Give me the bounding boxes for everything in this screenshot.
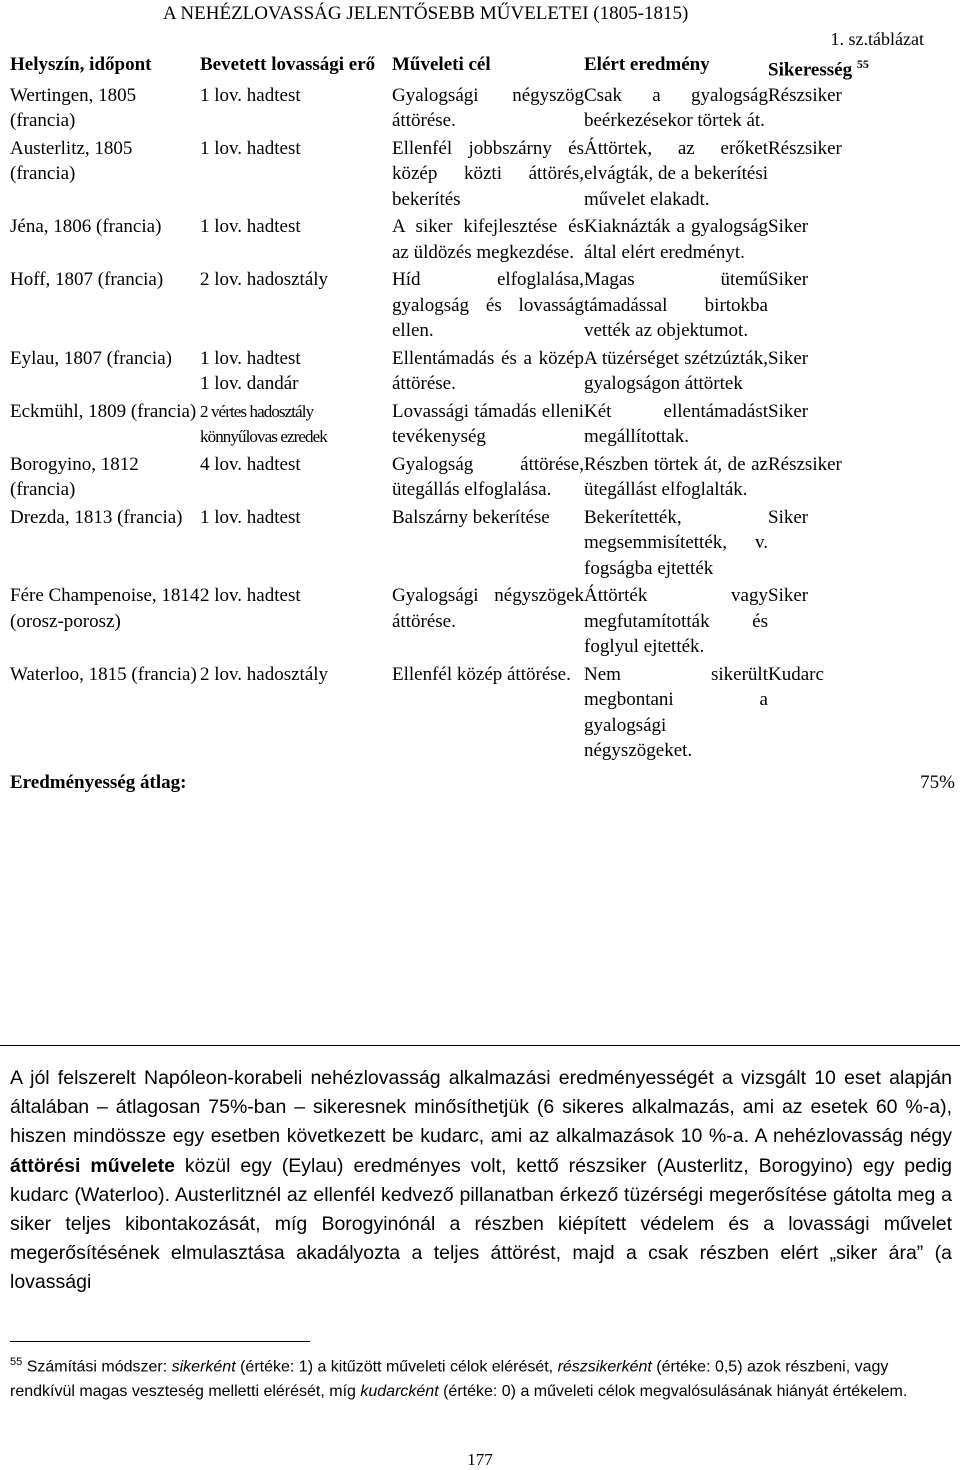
cell-success: Siker — [768, 400, 809, 422]
cell-result: Áttörték vagy megfutamították és foglyul ejtették. — [584, 585, 768, 658]
cavalry-operations-table — [10, 52, 955, 795]
header-success — [768, 52, 955, 83]
cell-success: Siker — [768, 585, 809, 607]
cell-location: Eckmühl, 1809 (francia) — [10, 400, 197, 422]
table-label: 1. sz.táblázat — [830, 29, 924, 49]
footnote-term-partial: részsikerként — [557, 1358, 652, 1376]
header-result: Elért eredmény — [584, 54, 710, 75]
cell-location: Austerlitz, 1805 (francia) — [10, 137, 133, 185]
table-row — [10, 583, 955, 662]
cell-success: Részsiker — [768, 84, 842, 106]
cell-success: Siker — [768, 347, 809, 369]
footnote-divider — [10, 1341, 310, 1342]
header-success-label: Sikeresség — [768, 59, 853, 81]
cell-location: Fére Champenoise, 1814 (orosz-porosz) — [10, 585, 200, 632]
cell-force: 2 lov. hadosztály — [200, 269, 329, 291]
cell-force: 2 lov. hadtest — [200, 585, 301, 607]
cell-location: Hoff, 1807 (francia) — [10, 269, 164, 291]
cell-result: Magas ütemű támadással birtokba vették az objektumot. — [584, 269, 768, 342]
cell-objective: Gyalogsági négyszögek áttörése. — [392, 585, 584, 632]
cell-force: 1 lov. hadtest — [200, 506, 301, 528]
cell-success: Siker — [768, 269, 809, 291]
cell-objective: A siker kifejlesztése és az üldözés megkezdése. — [392, 216, 584, 263]
average-row — [10, 766, 955, 796]
cell-force: 4 lov. hadtest — [200, 453, 301, 475]
cell-result: Áttörtek, az erőket elvágták, de a bekerítési művelet elakadt. — [584, 137, 768, 210]
cell-success: Részsiker — [768, 453, 842, 475]
cell-objective: Ellenfél közép áttörése. — [392, 663, 571, 685]
average-value: 75% — [920, 771, 955, 793]
header-objective: Műveleti cél — [392, 54, 491, 75]
cell-objective: Gyalogság áttörése, ütegállás elfoglalása. — [392, 453, 584, 501]
table-row — [10, 662, 955, 766]
cell-success: Siker — [768, 506, 809, 528]
cell-force: 1 lov. hadtest — [200, 137, 301, 159]
cell-result: Részben törtek át, de az ütegállást elfoglalták. — [584, 453, 768, 501]
cell-location: Drezda, 1813 (francia) — [10, 506, 183, 528]
cell-force: 1 lov. hadtest — [200, 216, 301, 238]
cell-result: Nem sikerült megbontani a gyalogsági négyszögeket. — [584, 663, 768, 762]
cell-force: 1 lov. hadtest 1 lov. dandár — [200, 347, 301, 395]
table-header — [10, 52, 955, 83]
cell-location: Borogyino, 1812 (francia) — [10, 453, 139, 501]
table-row — [10, 136, 955, 215]
table-bottom-rule — [0, 1045, 960, 1046]
summary-text-1: A jól felszerelt Napóleon-korabeli nehézlovasság alkalmazási eredményességét a vizsgált 10 eset alapján általában – átlagosan 75%-ban – sikeresnek minősíthetjük (6 sikeres alkalmazás, ami az esetek 60 %-a), hiszen mindössze egy esetben következett be kudarc, ami az alkalmazások 10 %-a. A nehézlovasság négy — [10, 1067, 952, 1148]
cell-result: Kiaknázták a gyalogság által elért eredményt. — [584, 216, 768, 263]
footnote-number: 55 — [10, 1356, 23, 1368]
cell-result: A tüzérséget szétzúzták, gyalogságon áttörtek — [584, 347, 768, 395]
cell-objective: Gyalogsági négyszög áttörése. — [392, 84, 584, 132]
cell-location: Wertingen, 1805 (francia) — [10, 84, 137, 132]
table-body — [10, 83, 955, 766]
cell-objective: Lovassági támadás elleni tevékenység — [392, 400, 584, 448]
summary-paragraph — [10, 1064, 952, 1298]
cell-force: 2 lov. hadosztály — [200, 663, 329, 685]
cell-objective: Balszárny bekerítése — [392, 506, 550, 528]
cell-location: Eylau, 1807 (francia) — [10, 347, 172, 369]
page-title: A NEHÉZLOVASSÁG JELENTŐSEBB MŰVELETEI (1805-1815) — [163, 3, 689, 24]
average-label: Eredményesség átlag: — [10, 771, 187, 793]
cell-result: Két ellentámadást megállítottak. — [584, 400, 768, 448]
table-row — [10, 267, 955, 346]
footnote-term-success: sikerként — [171, 1358, 236, 1376]
header-force: Bevetett lovassági erő — [200, 54, 376, 75]
cell-result: Bekerítették, megsemmisítették, v. fogságba ejtették — [584, 506, 768, 579]
cell-success: Kudarc — [768, 663, 824, 685]
footnote — [10, 1350, 952, 1404]
cell-location: Waterloo, 1815 (francia) — [10, 663, 197, 685]
cell-success: Siker — [768, 216, 809, 238]
summary-bold-text: áttörési művelete — [10, 1154, 175, 1177]
footnote-term-failure: kudarcként — [360, 1382, 439, 1400]
table-row — [10, 452, 955, 505]
cell-force: 2 vértes hadosztály könnyűlovas ezredek — [200, 401, 327, 447]
page-number: 177 — [467, 1450, 493, 1469]
table-row — [10, 346, 955, 399]
cell-success: Részsiker — [768, 137, 842, 159]
cell-objective: Ellentámadás és a közép áttörése. — [392, 347, 584, 395]
table-row — [10, 399, 955, 452]
summary-text-2: közül egy (Eylau) eredményes volt, kettő részsiker (Austerlitz, Borogyino) egy pedig kudarc (Waterloo). Austerlitznél az ellenfél kedvező pillanatban érkező tüzérségi megerősítése gátolta meg a siker teljes kibontakozását, míg Borogyinónál a részben kiépített védelem és a lovassági művelet megerősítésének elmulasztása akadályozta a teljes áttörést, majd a csak részben elért „siker ára” (a lovassági — [10, 1154, 952, 1294]
cell-location: Jéna, 1806 (francia) — [10, 216, 162, 238]
cell-objective: Ellenfél jobbszárny és közép közti áttörés, bekerítés — [392, 137, 584, 210]
table-row — [10, 214, 955, 267]
table-row — [10, 83, 955, 136]
footnote-text: Számítási módszer: — [22, 1358, 172, 1376]
table-row — [10, 505, 955, 584]
cell-force: 1 lov. hadtest — [200, 84, 301, 106]
footnote-reference: 55 — [856, 57, 869, 71]
footnote-text: (értéke: 0,5) azok részbeni, vagy rendkívül magas veszteség melletti elérését, míg — [10, 1358, 889, 1400]
cell-objective: Híd elfoglalása, gyalogság és lovasság ellen. — [392, 269, 584, 342]
header-location: Helyszín, időpont — [10, 54, 152, 75]
footnote-text: (értéke: 0) a műveleti célok megvalósulásának hiányát értékelem. — [438, 1382, 908, 1400]
cell-result: Csak a gyalogság beérkezésekor törtek át. — [584, 84, 768, 132]
footnote-text: (értéke: 1) a kitűzött műveleti célok elérését, — [235, 1358, 558, 1376]
